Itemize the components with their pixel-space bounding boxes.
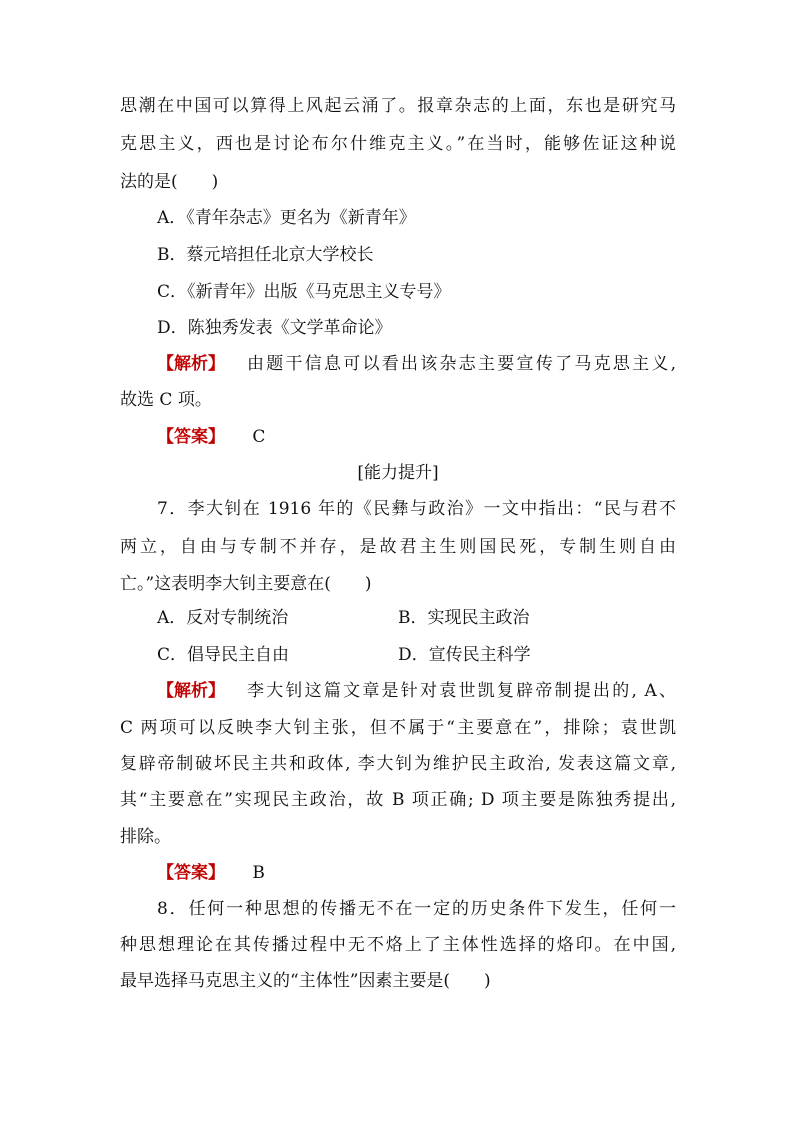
q7-analysis-line-2: C 两项可以反映李大钊主张，但不属于“主要意在”，排除；袁世凯 — [120, 718, 676, 738]
q6-analysis-line-1 — [157, 353, 676, 375]
q7-stem-line-3: 亡。”这表明李大钊主要意在( ) — [120, 574, 372, 594]
q7-option-row-1 — [157, 607, 288, 629]
q6-answer-value: C — [252, 427, 266, 447]
q6-analysis-text-1: 由题干信息可以看出该杂志主要宣传了马克思主义, — [247, 354, 676, 374]
q7-stem-line-2: 两立，自由与专制不并存，是故君主生则国民死，专制生则自由 — [120, 537, 676, 557]
q7-stem-line-1: 7．李大钊在 1916 年的《民彝与政治》一文中指出：“民与君不 — [157, 499, 676, 519]
q8-stem-line-2: 种思想理论在其传播过程中无不烙上了主体性选择的烙印。在中国, — [120, 935, 676, 955]
q7-analysis-line-1 — [157, 680, 676, 702]
q6-stem-line-2: 克思主义，西也是讨论布尔什维克主义。”在当时，能够佐证这种说 — [120, 134, 676, 154]
q6-analysis-line-2: 故选 C 项。 — [120, 390, 212, 410]
q7-answer-line — [157, 862, 265, 884]
q6-stem-line-1: 思潮在中国可以算得上风起云涌了。报章杂志的上面，东也是研究马 — [120, 96, 676, 116]
q7-analysis-line-4: 其“主要意在”实现民主政治，故 B 项正确; D 项主要是陈独秀提出, — [120, 790, 676, 810]
q6-option-c: C．《新青年》出版《马克思主义专号》 — [157, 282, 451, 302]
q7-analysis-line-5: 排除。 — [120, 827, 171, 847]
section-heading: [能力提升] — [357, 463, 439, 483]
q6-answer-line — [157, 426, 265, 448]
q7-option-c: C．倡导民主自由 — [157, 645, 290, 665]
q6-option-b: B．蔡元培担任北京大学校长 — [157, 245, 374, 265]
q6-option-d: D．陈独秀发表《文学革命论》 — [157, 318, 392, 338]
q8-stem-line-1: 8．任何一种思想的传播无不在一定的历史条件下发生，任何一 — [157, 899, 676, 919]
q7-option-b: B．实现民主政治 — [398, 608, 530, 628]
q7-option-a: A．反对专制统治 — [157, 608, 289, 628]
q7-analysis-text-1: 李大钊这篇文章是针对袁世凯复辟帝制提出的, A、 — [247, 681, 676, 701]
q7-option-row-2 — [157, 644, 289, 666]
q7-option-d: D．宣传民主科学 — [398, 645, 531, 665]
answer-label: 【答案】 — [157, 863, 225, 883]
q8-stem-line-3: 最早选择马克思主义的“主体性”因素主要是( ) — [120, 971, 491, 991]
analysis-label: 【解析】 — [157, 354, 225, 374]
q7-analysis-line-3: 复辟帝制破坏民主共和政体, 李大钊为维护民主政治, 发表这篇文章, — [120, 754, 676, 774]
q7-answer-value: B — [252, 863, 265, 883]
q6-stem-line-3: 法的是( ) — [120, 172, 219, 192]
answer-label: 【答案】 — [157, 427, 225, 447]
q6-option-a: A．《青年杂志》更名为《新青年》 — [157, 208, 416, 228]
analysis-label: 【解析】 — [157, 681, 225, 701]
